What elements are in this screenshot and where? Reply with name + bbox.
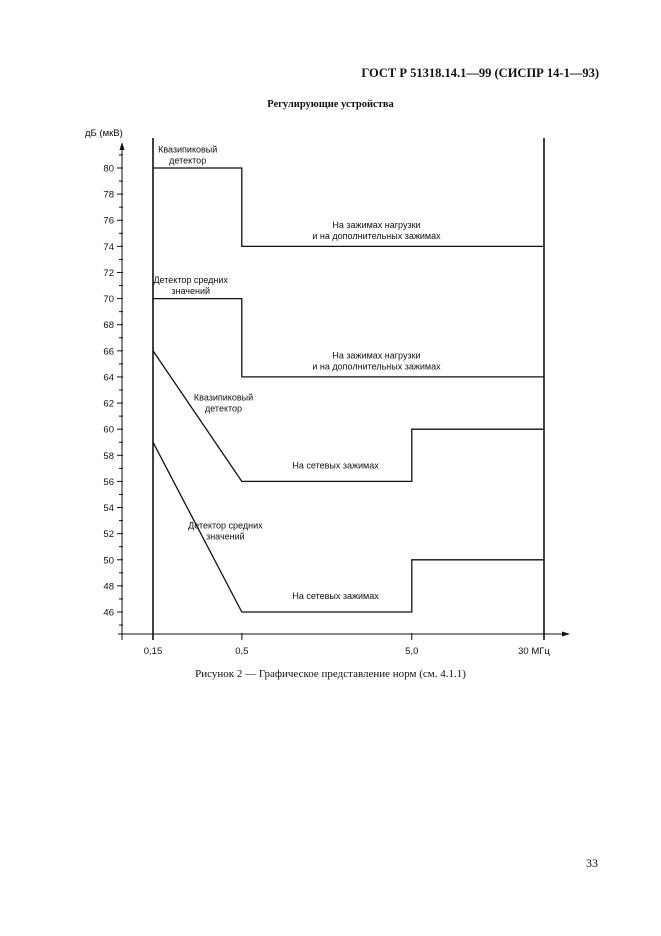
document-header: ГОСТ Р 51318.14.1—99 (СИСПР 14-1—93) — [361, 66, 599, 80]
y-tick-label: 70 — [103, 294, 114, 306]
x-axis-arrow — [562, 632, 570, 637]
y-tick-label: 54 — [103, 503, 114, 515]
x-tick-label: 30 МГц — [518, 646, 550, 657]
y-tick-label: 60 — [103, 424, 114, 436]
y-tick-label: 48 — [103, 581, 114, 593]
y-tick-label: 64 — [103, 372, 114, 384]
annotation-avg2: Детектор средних — [188, 520, 263, 531]
annotation-load1: и на дополнительных зажимах — [312, 231, 441, 242]
y-tick-label: 62 — [103, 398, 114, 410]
y-axis-arrow — [120, 142, 125, 150]
annotation-avg2: значений — [206, 531, 245, 542]
y-tick-label: 74 — [103, 241, 114, 253]
y-tick-label: 56 — [103, 476, 114, 488]
y-tick-label: 46 — [103, 607, 114, 619]
y-tick-label: 76 — [103, 215, 114, 227]
annotation-mains2: На сетевых зажимах — [292, 590, 379, 601]
y-tick-label: 72 — [103, 267, 114, 279]
annotation-load2: и на дополнительных зажимах — [312, 361, 441, 372]
y-tick-label: 68 — [103, 320, 114, 332]
y-tick-label: 80 — [103, 163, 114, 175]
annotation-qp1: Квазипиковый — [158, 144, 218, 155]
annotation-qp2: детектор — [204, 403, 243, 414]
y-tick-label: 66 — [103, 346, 114, 358]
annotation-load2: На зажимах нагрузки — [332, 350, 421, 361]
y-tick-label: 78 — [103, 189, 114, 201]
y-tick-label: 50 — [103, 555, 114, 567]
x-tick-label: 0,15 — [143, 646, 163, 657]
figure-caption: Рисунок 2 — Графическое представление норм (см. 4.1.1) — [195, 668, 466, 680]
y-axis-label: дБ (мкВ) — [85, 128, 123, 139]
annotation-qp1: детектор — [169, 155, 207, 166]
x-tick-label: 0,5 — [235, 646, 249, 657]
annotation-qp2: Квазипиковый — [193, 392, 254, 403]
annotation-load1: На зажимах нагрузки — [332, 220, 421, 231]
x-tick-label: 5,0 — [405, 646, 419, 657]
annotation-mains1: На сетевых зажимах — [292, 460, 379, 471]
y-tick-label: 58 — [103, 450, 114, 462]
page-number: 33 — [586, 856, 598, 870]
annotation-avg1: Детектор средних — [153, 274, 228, 285]
annotation-avg1: значений — [171, 285, 211, 296]
y-tick-label: 52 — [103, 529, 114, 541]
chart-title: Регулирующие устройства — [267, 99, 394, 110]
